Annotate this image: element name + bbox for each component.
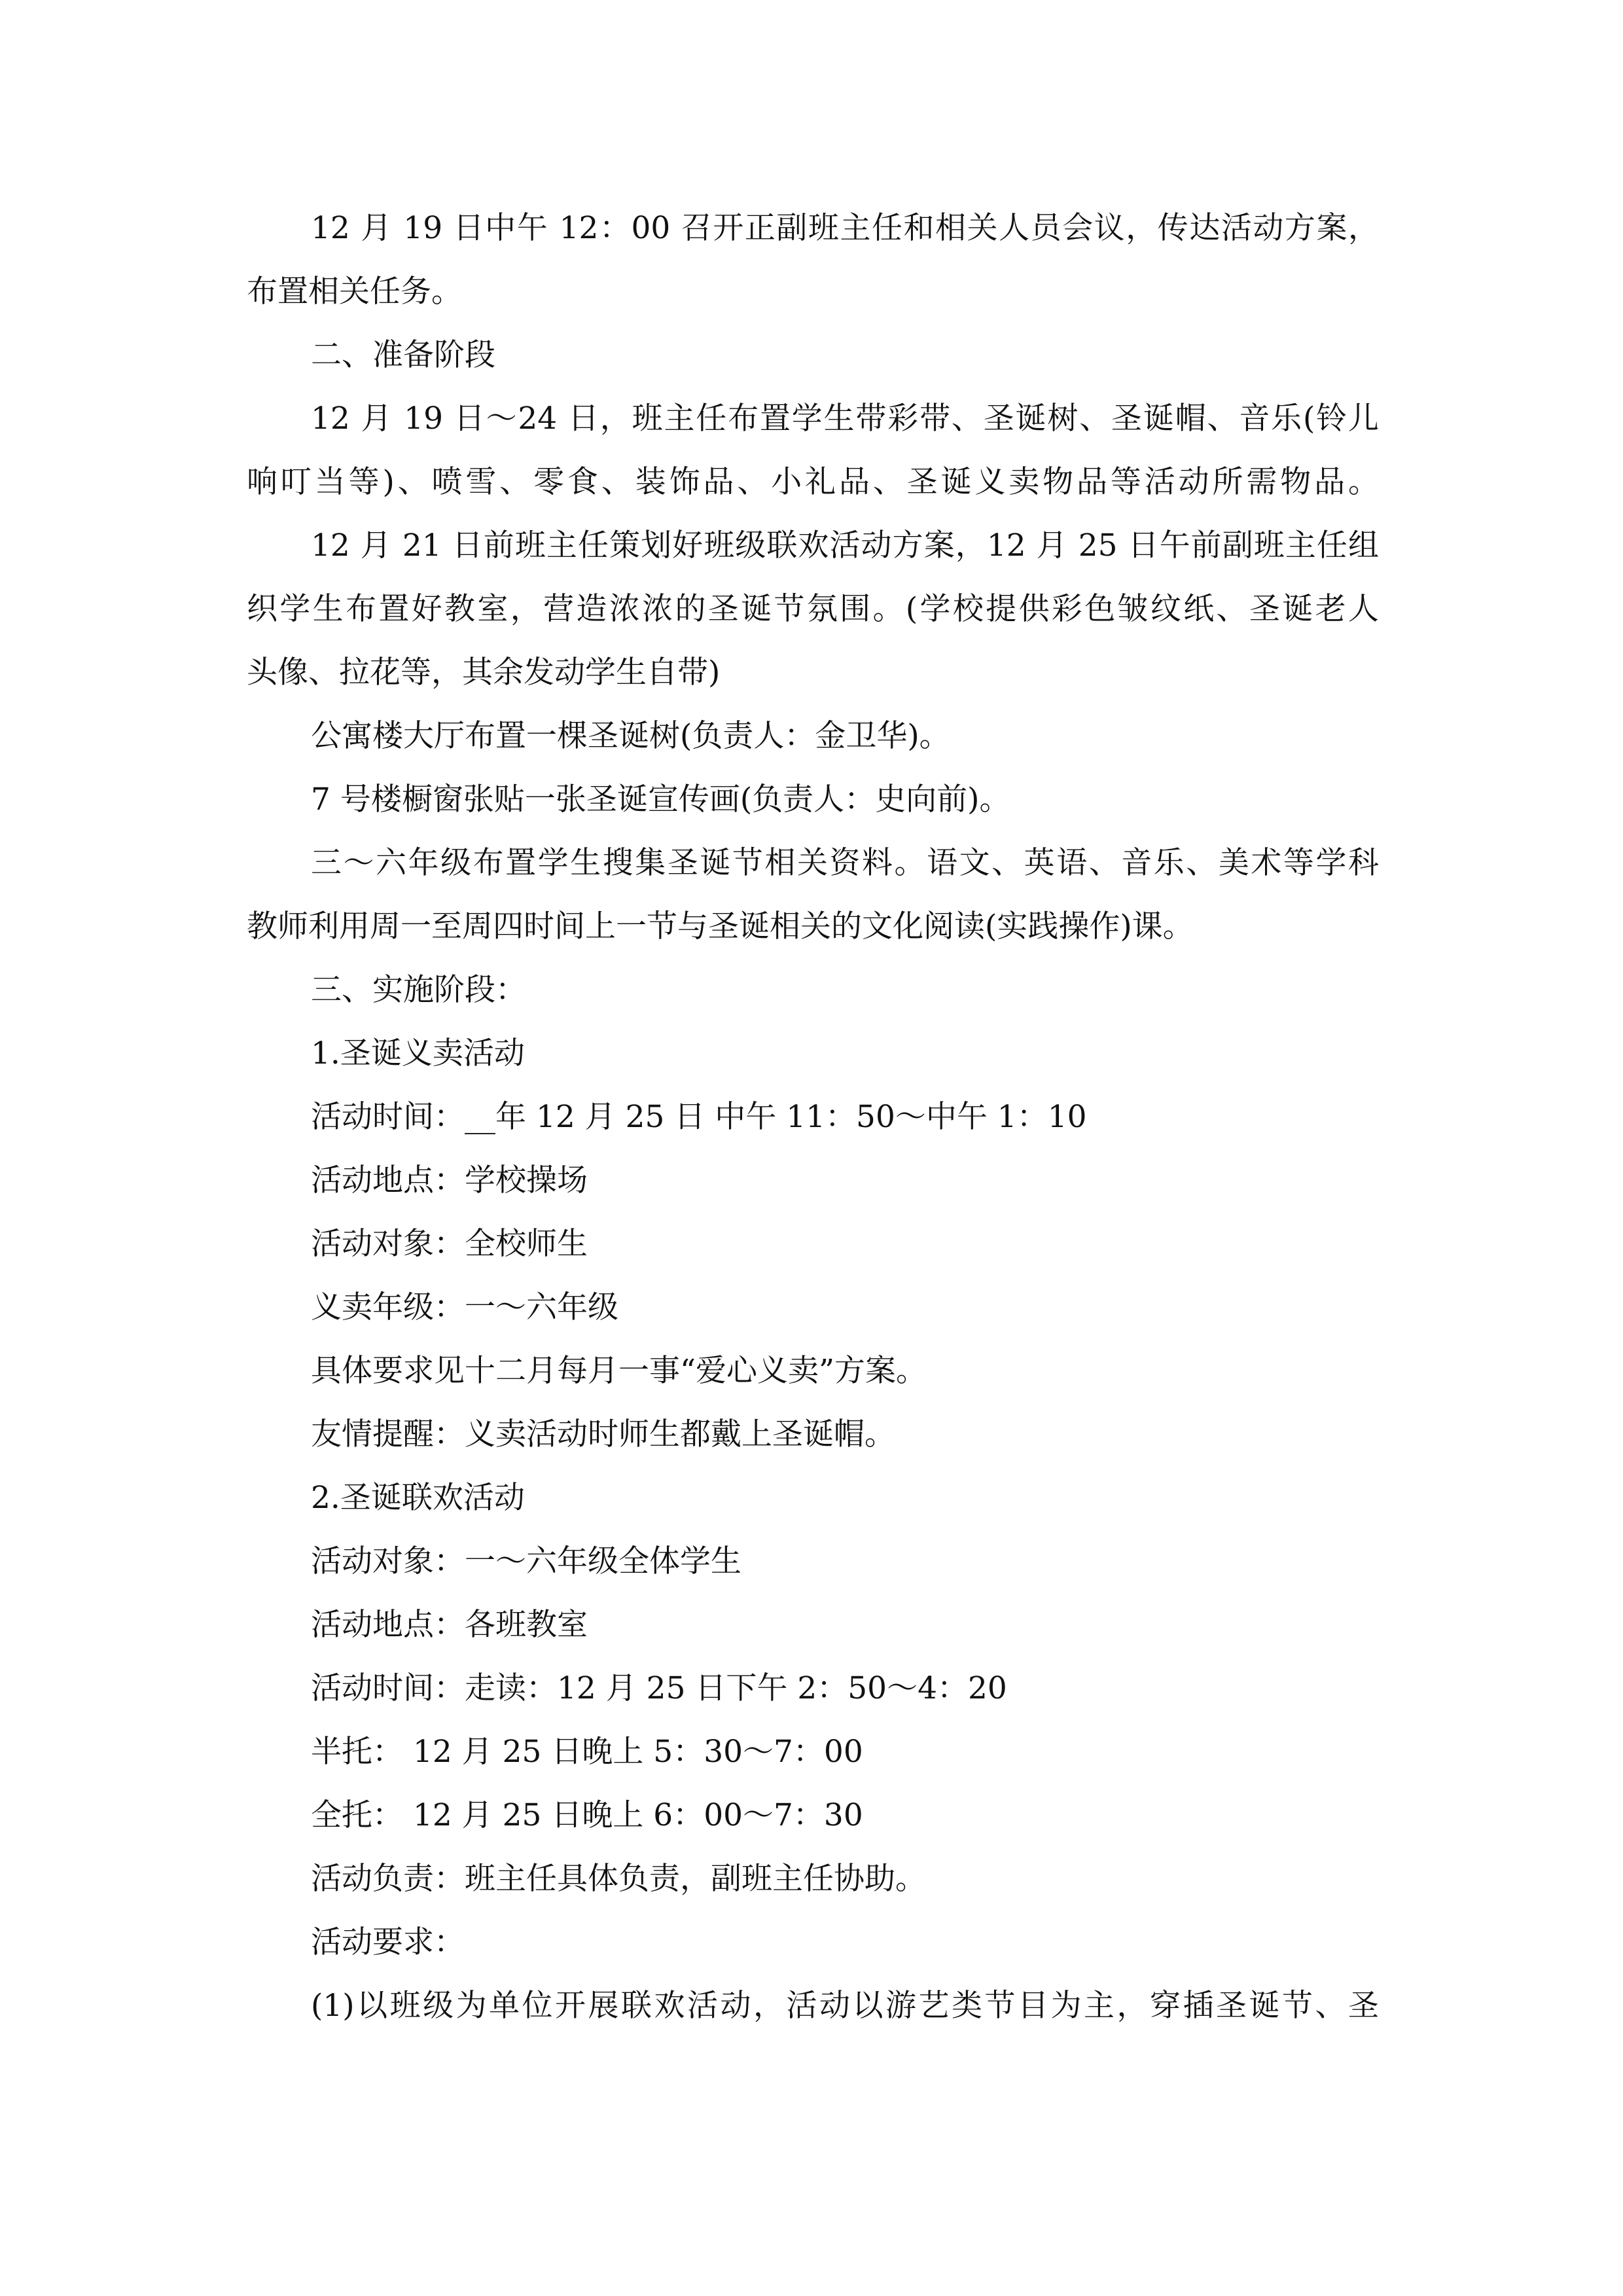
text-line: 具体要求见十二月每月一事“爱心义卖”方案。	[311, 1353, 927, 1389]
text-line: 活动时间：走读：12 月 25 日下午 2：50～4：20	[311, 1670, 1007, 1706]
text-line: 12 月 19 日～24 日，班主任布置学生带彩带、圣诞树、圣诞帽、音乐(铃儿	[311, 401, 1379, 437]
subsection-heading: 2.圣诞联欢活动	[311, 1480, 525, 1516]
text-line: 半托： 12 月 25 日晚上 5：30～7：00	[311, 1734, 863, 1770]
text-line: 织学生布置好教室，营造浓浓的圣诞节氛围。(学校提供彩色皱纹纸、圣诞老人	[247, 591, 1379, 627]
text-line: 7 号楼橱窗张贴一张圣诞宣传画(负责人：史向前)。	[311, 781, 1010, 817]
text-line: 12 月 21 日前班主任策划好班级联欢活动方案，12 月 25 日午前副班主任组	[311, 528, 1379, 564]
text-line: 头像、拉花等，其余发动学生自带)	[247, 655, 721, 691]
section-heading: 三、实施阶段：	[311, 972, 526, 1008]
text-line: 响叮当等)、喷雪、零食、装饰品、小礼品、圣诞义卖物品等活动所需物品。	[247, 464, 1379, 500]
subsection-heading: 1.圣诞义卖活动	[311, 1035, 525, 1071]
text-line: 公寓楼大厅布置一棵圣诞树(负责人：金卫华)。	[311, 718, 950, 754]
text-line: 活动对象：一～六年级全体学生	[311, 1543, 741, 1579]
text-line: 三～六年级布置学生搜集圣诞节相关资料。语文、英语、音乐、美术等学科	[311, 845, 1379, 881]
document-page	[247, 196, 1379, 2037]
text-line: 布置相关任务。	[247, 274, 462, 310]
text-line: 义卖年级：一～六年级	[311, 1289, 618, 1325]
text-line: 12 月 19 日中午 12：00 召开正副班主任和相关人员会议，传达活动方案，	[311, 210, 1379, 246]
text-line: 活动地点：各班教室	[311, 1607, 588, 1643]
text-line: 活动要求：	[311, 1924, 465, 1960]
section-heading: 二、准备阶段	[311, 337, 495, 373]
text-line: 全托： 12 月 25 日晚上 6：00～7：30	[311, 1797, 863, 1833]
text-line: 教师利用周一至周四时间上一节与圣诞相关的文化阅读(实践操作)课。	[247, 908, 1194, 944]
text-line: 活动地点：学校操场	[311, 1162, 588, 1198]
text-line: (1)以班级为单位开展联欢活动，活动以游艺类节目为主，穿插圣诞节、圣	[311, 1988, 1379, 2024]
text-line: 活动负责：班主任具体负责，副班主任协助。	[311, 1861, 926, 1897]
text-line: 友情提醒：义卖活动时师生都戴上圣诞帽。	[311, 1416, 895, 1452]
text-line: 活动对象：全校师生	[311, 1226, 588, 1262]
text-line: 活动时间：__年 12 月 25 日 中午 11：50～中午 1：10	[311, 1099, 1087, 1135]
